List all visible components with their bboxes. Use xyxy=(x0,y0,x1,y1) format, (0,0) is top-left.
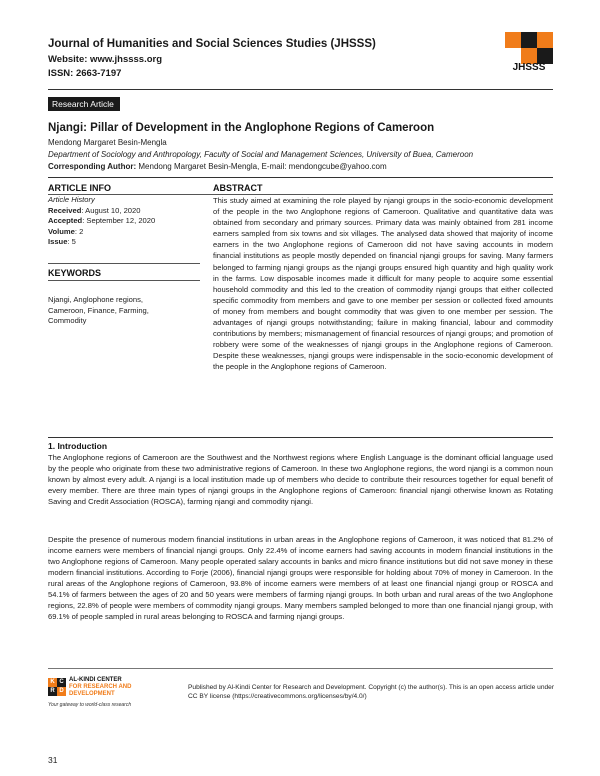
issue: Issue: 5 xyxy=(48,237,76,246)
corresponding-label: Corresponding Author: xyxy=(48,162,137,171)
info-divider xyxy=(48,280,200,281)
publisher-notice: Published by Al-Kindi Center for Research and Development. Copyright (c) the author(s). This is an open access article under CC BY license (https://creativecommons.org/licenses/by/4.0/) xyxy=(188,684,555,700)
journal-issn: ISSN: 2663-7197 xyxy=(48,68,122,79)
logo-letter: K xyxy=(48,678,57,687)
publisher-name: AL-KINDI CENTER FOR RESEARCH AND DEVELOPMENT xyxy=(69,677,132,697)
publisher-logo xyxy=(48,676,168,716)
accepted-date: Accepted: September 12, 2020 xyxy=(48,216,156,225)
journal-logo xyxy=(505,32,553,80)
received-date: Received: August 10, 2020 xyxy=(48,205,141,215)
logo-letter: C xyxy=(57,678,66,687)
article-info xyxy=(48,195,200,248)
author-name: Mendong Margaret Besin-Mengla xyxy=(48,138,167,147)
logo-letter: R xyxy=(48,687,57,696)
logo-text: JHSSS xyxy=(512,62,546,73)
info-divider xyxy=(48,263,200,264)
corresponding-value: Mendong Margaret Besin-Mengla, E-mail: mendongcube@yahoo.com xyxy=(138,162,387,171)
introduction-heading: 1. Introduction xyxy=(48,441,108,451)
volume: Volume: 2 xyxy=(48,226,84,236)
logo-square xyxy=(505,32,521,48)
author-affiliation: Department of Sociology and Anthropology, Faculty of Social and Management Sciences, University of Buea, Cameroon xyxy=(48,150,474,159)
section-divider xyxy=(48,437,553,438)
publisher-tagline: Your gateway to world-class research xyxy=(48,702,132,708)
logo-letter: D xyxy=(57,687,66,696)
corresponding-author xyxy=(48,162,387,171)
logo-square xyxy=(521,32,537,48)
keywords-heading: KEYWORDS xyxy=(48,268,102,278)
abstract-heading: ABSTRACT xyxy=(213,183,263,193)
journal-website[interactable]: Website: www.jhssss.org xyxy=(48,54,163,65)
section-divider xyxy=(48,177,553,178)
abstract-text: This study aimed at examining the role played by njangi groups in the socio-economic development of the people in the two Anglophone regions of Cameroon. Qualitative and quantitative data was obtained from secondary and primary sources. Primary data was mainly obtained from 281 income earners sampled from six towns and six villages. The analysed data showed that majority of income earners in the two Anglophone regions of Cameroon did not have saving accounts in modern financial institutions as people mostly depended on financial njangi groups for saving. Many farmers belonged to farming njangi groups as the njangi groups ensured high quantity and high quality work in the farms. Low disposable incomes made it difficult for many people to acquire some essential household commodity and this led to the creation of commodity njangi groups that either collected specific commodity from members and gave to one member per session or collected fixed amounts of money from members and bought commodity that was given to one member per session. The advantages of njangi groups notwithstanding; failure in making financial, labour and commodity contributions by members; mismanagement of financial resources of njangi groups; and promotion of robbery were some of the weaknesses of njangi groups in the Anglophone regions of Cameroon. Despite these weaknesses, njangi groups were indispensable in the socio-economic development of the people in the Anglophone regions of Cameroon. xyxy=(213,196,553,372)
article-info-heading: ARTICLE INFO xyxy=(48,183,111,193)
intro-paragraph-1: The Anglophone regions of Cameroon are the Southwest and the Northwest regions where English Language is the dominant official language used by the people who originate from these two administrative regions of Cameroon. In these two Anglophone regions, the word njangi is a common noun known by almost every adult. A njangi is a local institution made up of members who decide to contribute their resources together for equal benefit of every member. There are three main types of njangi groups in the Anglophone regions of Cameroon: financial njangi otherwise known as Rotating Saving and Credit Association (ROSCA), farming njangi and commodity njangi. xyxy=(48,453,553,506)
article-history-label: Article History xyxy=(48,195,95,204)
keywords-list: Njangi, Anglophone regions, Cameroon, Finance, Farming, Commodity xyxy=(48,295,149,325)
paper-title: Njangi: Pillar of Development in the Anglophone Regions of Cameroon xyxy=(48,122,435,134)
header-divider xyxy=(48,89,553,90)
logo-square xyxy=(537,32,553,48)
journal-title: Journal of Humanities and Social Sciences Studies (JHSSS) xyxy=(48,38,376,50)
intro-paragraph-2: Despite the presence of numerous modern financial institutions in urban areas in the Anglophone regions of Cameroon, it was noticed that 81.2% of income earners were members of financial njangi groups. Only 22.4% of income earners had saving accounts in modern financial institutions in the two Anglophone regions of Cameroon. Many people operated salary accounts in banks and micro finance institutions but did not save money in these modern financial institutions. According to Forje (2006), financial njangi groups were responsible for holding about 70% of money in Cameroon. In the rural areas of the Anglophone regions of Cameroon, 93.8% of income earners were members of at least one financial njangi group or ROSCA and 54.1% of farmers between the ages of 20 and 50 years were members of farming njangi groups. In both urban and rural areas of the two Anglophone regions, 22.8% of people were members of commodity njangi groups. Many members sampled belonged to more than one financial njangi group, with 69.1% of people sampled in rural areas belonging to ROSCA and farming njangi groups. xyxy=(48,535,553,621)
article-type-badge: Research Article xyxy=(48,97,120,111)
footer-divider xyxy=(48,668,553,669)
page-number: 31 xyxy=(48,755,58,765)
